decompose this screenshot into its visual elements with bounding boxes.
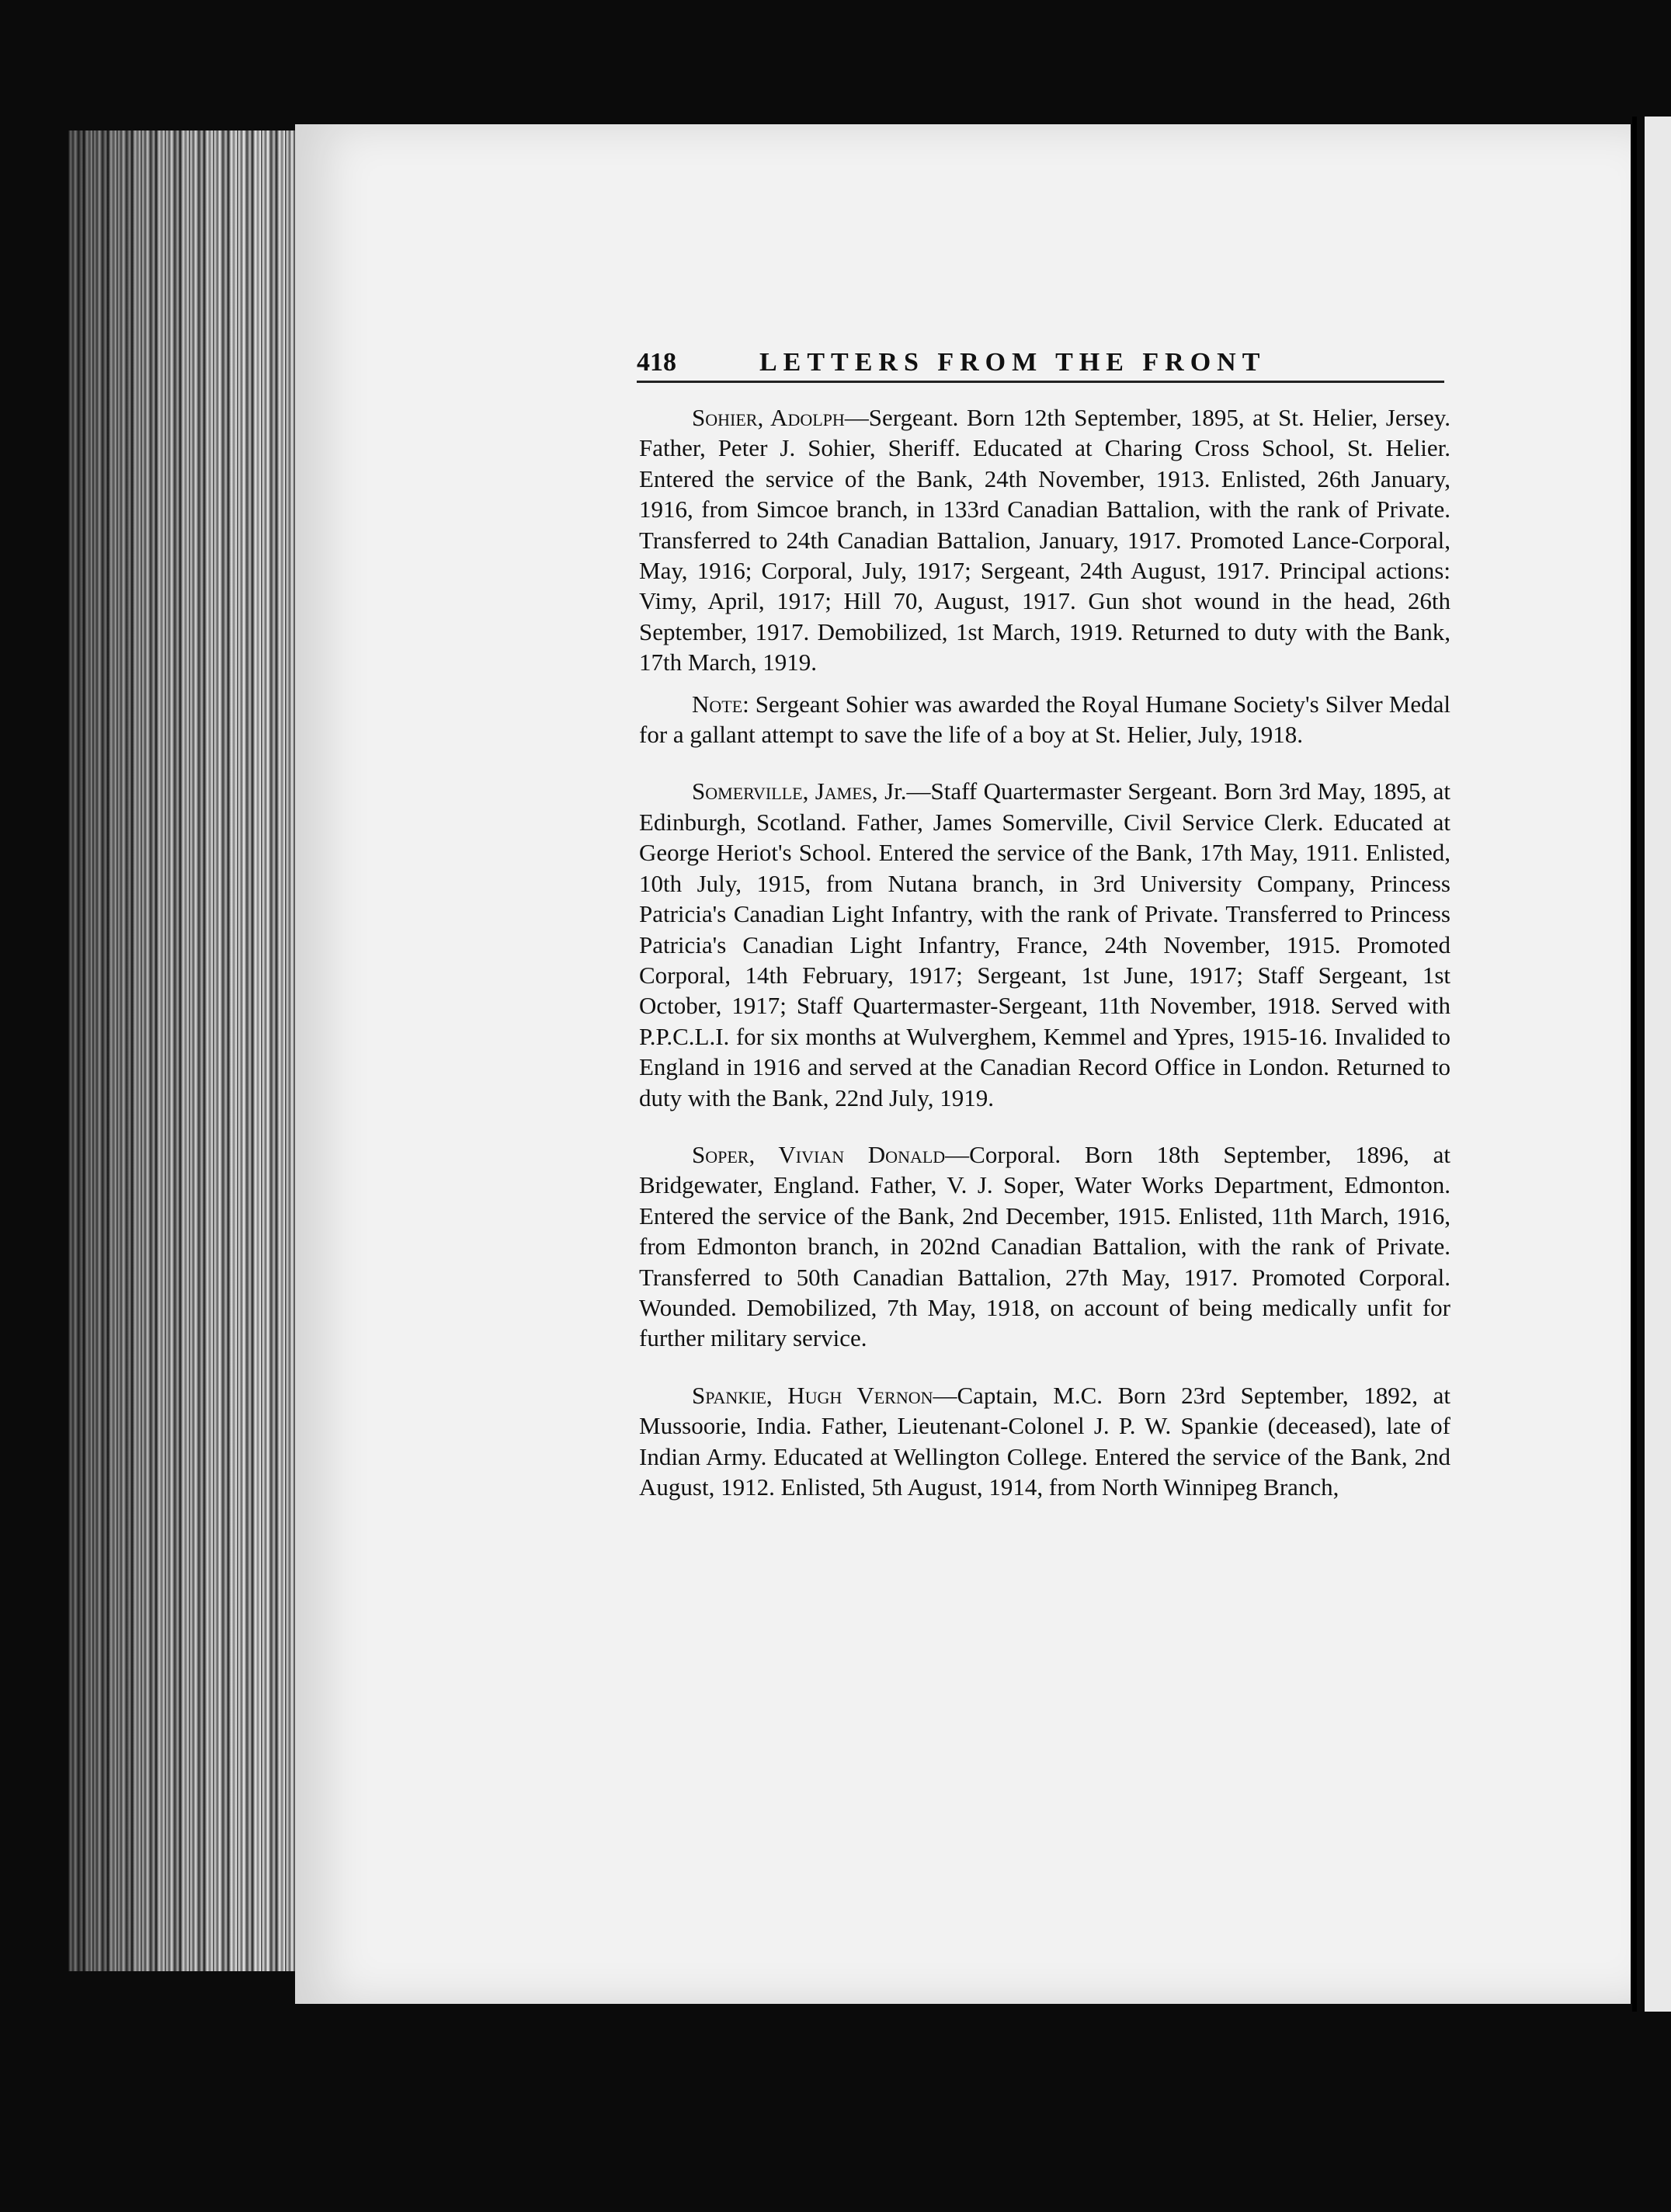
entry-body: —Sergeant. Born 12th September, 1895, at St. Helier, Jersey. Father, Peter J. Sohier, Sheriff. Educated at Charing Cross School, St. Helier. Entered the service of the Bank, 24th November, 1913. Enlisted, 26th January, 1916, from Simcoe branch, in 133rd Canadian Battalion, with the rank of Private. Transferred to 24th Canadian Battalion, January, 1917. Promoted Lance-Corporal, May, 1916; Corporal, July, 1917; Sergeant, 24th August, 1917. Principal actions: Vimy, April, 1917; Hill 70, August, 1917. Gun shot wound in the head, 26th September, 1917. Demobilized, 1st March, 1919. Returned to duty with the Bank, 17th March, 1919. bbox=[639, 404, 1450, 676]
entry-name: Spankie, Hugh Vernon bbox=[692, 1381, 933, 1409]
page-number: 418 bbox=[637, 348, 676, 377]
text-column bbox=[639, 402, 1450, 1529]
page-header bbox=[637, 348, 1444, 383]
entry-body: —Captain, M.C. Born 23rd September, 1892, at Mussoorie, India. Father, Lieutenant-Colonel J. P. W. Spankie (deceased), late of Indian Army. Educated at Wellington College. Entered the service of the Bank, 2nd August, 1912. Enlisted, 5th August, 1914, from North Winnipeg Branch, bbox=[639, 1381, 1450, 1501]
running-title: LETTERS FROM THE FRONT bbox=[759, 348, 1266, 377]
entry-somerville bbox=[639, 776, 1450, 1112]
entry-soper bbox=[639, 1139, 1450, 1354]
entry-spankie bbox=[639, 1380, 1450, 1503]
note-sohier bbox=[639, 689, 1450, 750]
entry-body: Jr.—Staff Quartermaster Sergeant. Born 3rd May, 1895, at Edinburgh, Scotland. Father, James Somerville, Civil Service Clerk. Educated at George Heriot's School. Entered the service of the Bank, 17th May, 1911. Enlisted, 10th July, 1915, from Nutana branch, in 3rd University Company, Princess Patricia's Canadian Light Infantry, with the rank of Private. Transferred to Princess Patricia's Canadian Light Infantry, France, 24th November, 1915. Promoted Corporal, 14th February, 1917; Sergeant, 1st June, 1917; Staff Sergeant, 1st October, 1917; Staff Quartermaster-Sergeant, 11th November, 1918. Served with P.P.C.L.I. for six months at Wulverghem, Kemmel and Ypres, 1915-16. Invalided to England in 1916 and served at the Canadian Record Office in London. Returned to duty with the Bank, 22nd July, 1919. bbox=[639, 777, 1450, 1111]
entry-name: Soper, Vivian Donald bbox=[692, 1140, 946, 1168]
note-label: Note bbox=[692, 690, 743, 718]
note-body: : Sergeant Sohier was awarded the Royal Humane Society's Silver Medal for a gallant attempt to save the life of a boy at St. Helier, July, 1918. bbox=[639, 690, 1450, 749]
book-page-edges-shade bbox=[68, 130, 332, 1971]
entry-sohier bbox=[639, 402, 1450, 678]
facing-page-edge bbox=[1632, 117, 1671, 2012]
entry-body: —Corporal. Born 18th September, 1896, at Bridgewater, England. Father, V. J. Soper, Water Works Department, Edmonton. Entered the service of the Bank, 2nd December, 1915. Enlisted, 11th March, 1916, from Edmonton branch, in 202nd Canadian Battalion, with the rank of Private. Transferred to 50th Canadian Battalion, 27th May, 1917. Promoted Corporal. Wounded. Demobilized, 7th May, 1918, on account of being medically unfit for further military service. bbox=[639, 1140, 1450, 1352]
entry-name: Somerville, James, bbox=[692, 777, 878, 805]
entry-name: Sohier, Adolph bbox=[692, 404, 845, 431]
